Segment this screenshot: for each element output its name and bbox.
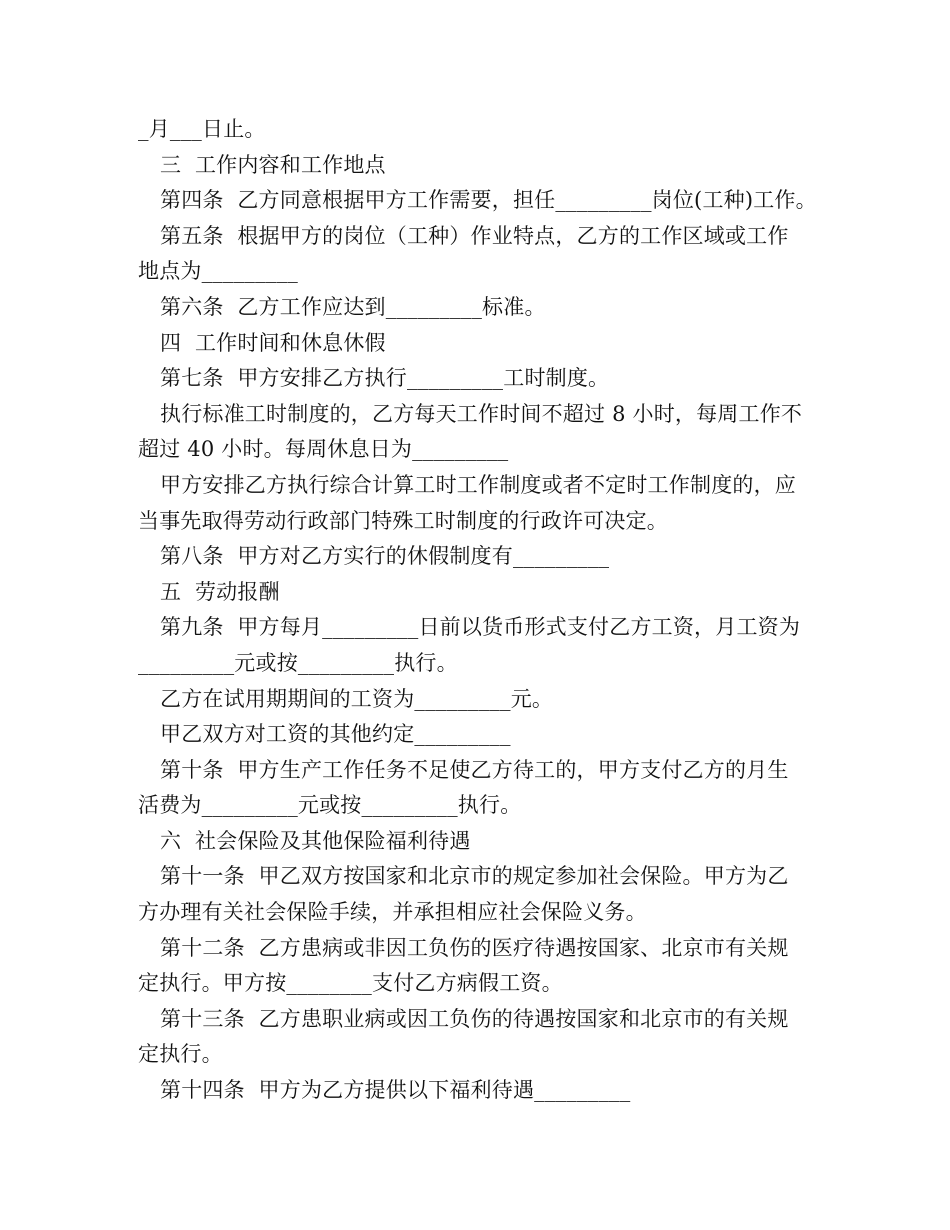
article-10-continued: 活费为_________元或按_________执行。 (138, 793, 522, 818)
article-13: 第十三条 乙方患职业病或因工负伤的待遇按国家和北京市的有关规 (160, 1006, 789, 1031)
text-line: _月___日止。 (138, 117, 266, 141)
article-14: 第十四条 甲方为乙方提供以下福利待遇_________ (160, 1078, 631, 1103)
section-heading-remuneration: 五 劳动报酬 (160, 579, 280, 604)
special-hours-continued: 当事先取得劳动行政部门特殊工时制度的行政许可决定。 (138, 508, 668, 533)
standard-hours-continued: 超过 40 小时。每周休息日为_________ (138, 437, 509, 462)
article-11-continued: 方办理有关社会保险手续，并承担相应社会保险义务。 (138, 900, 647, 925)
article-9: 第九条 甲方每月_________日前以货币形式支付乙方工资，月工资为 (160, 615, 801, 640)
probation-salary: 乙方在试用期期间的工资为_________元。 (160, 686, 554, 711)
section-heading-work-time: 四 工作时间和休息休假 (160, 330, 386, 355)
article-12: 第十二条 乙方患病或非因工负伤的医疗待遇按国家、北京市有关规 (160, 935, 789, 960)
article-9-continued: _________元或按_________执行。 (138, 650, 458, 675)
standard-hours-paragraph: 执行标准工时制度的，乙方每天工作时间不超过 8 小时，每周工作不 (160, 401, 803, 426)
article-12-continued: 定执行。甲方按________支付乙方病假工资。 (138, 971, 563, 996)
article-7: 第七条 甲方安排乙方执行_________工时制度。 (160, 366, 610, 391)
article-13-continued: 定执行。 (138, 1042, 223, 1067)
other-salary-agreement: 甲乙双方对工资的其他约定_________ (160, 722, 511, 747)
article-11: 第十一条 甲乙双方按国家和北京市的规定参加社会保险。甲方为乙 (160, 864, 789, 889)
document-body (138, 112, 818, 1109)
article-10: 第十条 甲方生产工作任务不足使乙方待工的，甲方支付乙方的月生 (160, 757, 789, 782)
section-heading-insurance: 六 社会保险及其他保险福利待遇 (160, 828, 471, 853)
article-6: 第六条 乙方工作应达到_________标准。 (160, 294, 546, 319)
special-hours-paragraph: 甲方安排乙方执行综合计算工时工作制度或者不定时工作制度的，应 (160, 472, 796, 497)
article-4: 第四条 乙方同意根据甲方工作需要，担任_________岗位(工种)工作。 (160, 188, 817, 213)
section-heading-work-content: 三 工作内容和工作地点 (160, 152, 386, 177)
article-5: 第五条 根据甲方的岗位（工种）作业特点，乙方的工作区域或工作 (160, 223, 789, 248)
article-5-continued: 地点为_________ (138, 259, 298, 284)
article-8: 第八条 甲方对乙方实行的休假制度有_________ (160, 544, 610, 569)
